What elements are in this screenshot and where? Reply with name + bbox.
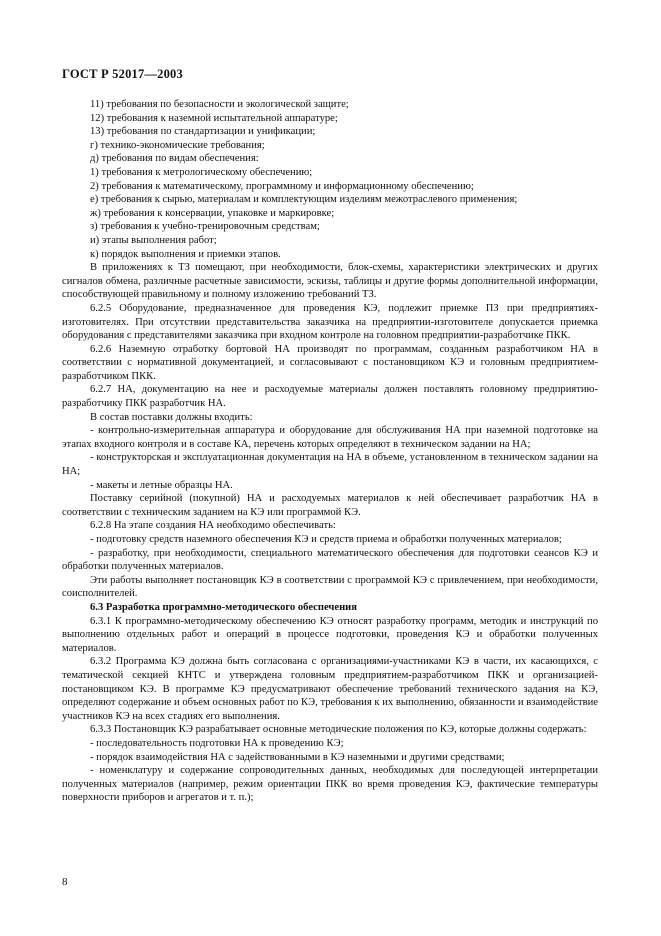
paragraph-6-3-2: 6.3.2 Программа КЭ должна быть согласована с организациями-участниками КЭ в части, их касающихся, с тематической секцией КНТС и утверждена головным предприятием-разработчиком ПКК и организацией-постановщиком КЭ. В программе КЭ предусматривают обеспечение требований технического задания на КЭ, определяют содержание и объем основных работ по КЭ, требования к их выполнению, обязанности и взаимодействие участников КЭ на всех стадиях его выполнения. bbox=[62, 656, 598, 722]
section-title: 6.3 Разработка программно-методического обеспечения bbox=[90, 601, 358, 613]
supply-item: - контрольно-измерительная аппаратура и оборудование для обслуживания НА при наземной подготовке на этапах входного контроля и в составе КА, перечень которых определяют в техническом задании на НА; bbox=[62, 425, 598, 450]
supply-item: - макеты и летные образцы НА. bbox=[90, 479, 233, 491]
paragraph-appendices: В приложениях к ТЗ помещают, при необходимости, блок-схемы, характеристики электрических и других сигналов обмена, различные расчетные зависимости, эскизы, таблицы и другие формы дополнительной информации, способствующей правильному и полному изложению требований ТЗ. bbox=[62, 262, 598, 301]
list-item: г) технико-экономические требования; bbox=[90, 139, 265, 151]
supply-item: - конструкторская и эксплуатационная документация на НА в объеме, установленном в техническом задании на НА; bbox=[62, 452, 598, 478]
document-body bbox=[62, 98, 598, 805]
list-item: 1) требования к метрологическому обеспечению; bbox=[90, 166, 313, 178]
list-item: з) требования к учебно-тренировочным средствам; bbox=[90, 221, 320, 233]
paragraph-6-3-3: 6.3.3 Постановщик КЭ разрабатывает основные методические положения по КЭ, которые должны содержать: bbox=[90, 724, 587, 736]
list-item: ж) требования к консервации, упаковке и маркировке; bbox=[90, 207, 335, 219]
paragraph-6-2-6: 6.2.6 Наземную отработку бортовой НА производят по программам, созданным разработчиком НА в соответствии с нормативной документацией, и согласовывают с постановщиком КЭ и головным предприятием-разработчиком ПКК. bbox=[62, 343, 598, 382]
method-item: - номенклатуру и содержание сопроводительных данных, необходимых для последующей интерпретации полученных материалов (например, режим ориентации ПКК во время проведения КЭ, фактические температуры поверхности приборов и агрегатов и т. п.); bbox=[62, 765, 598, 804]
paragraph-6-2-7: 6.2.7 НА, документацию на нее и расходуемые материалы должен поставлять головному предприятию-разработчику ПКК разработчик НА. bbox=[62, 384, 598, 410]
method-item: - последовательность подготовки НА к проведению КЭ; bbox=[90, 737, 344, 749]
list-item: 13) требования по стандартизации и унификации; bbox=[90, 126, 316, 138]
paragraph-supply-intro: В состав поставки должны входить: bbox=[90, 411, 253, 423]
method-item: - порядок взаимодействия НА с задействованными в КЭ наземными и другими средствами; bbox=[90, 751, 505, 763]
list-item: е) требования к сырью, материалам и комплектующим изделиям межотраслевого применения; bbox=[90, 194, 518, 206]
page-number: 8 bbox=[62, 876, 68, 888]
paragraph-6-3-1: 6.3.1 К программно-методическому обеспечению КЭ относят разработку программ, методик и инструкций по выполнению отдельных работ и операций в процессе подготовки, проведения КЭ и обработки полученных материалов. bbox=[62, 615, 598, 654]
list-item: к) порядок выполнения и приемки этапов. bbox=[90, 248, 281, 260]
stage-item: - разработку, при необходимости, специального математического обеспечения для подготовки сеансов КЭ и обработки полученных материалов. bbox=[62, 547, 598, 573]
list-item: и) этапы выполнения работ; bbox=[90, 234, 217, 246]
list-item: 2) требования к математическому, программному и информационному обеспечению; bbox=[90, 180, 474, 192]
paragraph-serial-supply: Поставку серийной (покупной) НА и расходуемых материалов к ней обеспечивает разработчик НА в соответствии с техническим заданием на КЭ или программой КЭ. bbox=[62, 493, 598, 518]
paragraph-6-2-5: 6.2.5 Оборудование, предназначенное для проведения КЭ, подлежит приемке ПЗ при предприятиях-изготовителях. При отсутствии представительства заказчика на предприятии-изготовителе допускается приемка оборудования с представителями заказчика при входном контроле на головном предприятии-разработчике ПКК. bbox=[62, 302, 598, 342]
stage-item: - подготовку средств наземного обеспечения КЭ и средств приема и обработки полученных материалов; bbox=[90, 534, 562, 545]
list-item: 12) требования к наземной испытательной аппаратуре; bbox=[90, 112, 338, 124]
document-header: ГОСТ Р 52017—2003 bbox=[62, 67, 183, 81]
list-item: 11) требования по безопасности и экологической защите; bbox=[90, 99, 349, 110]
paragraph-6-2-8: 6.2.8 На этапе создания НА необходимо обеспечивать: bbox=[90, 520, 336, 532]
paragraph-works: Эти работы выполняет постановщик КЭ в соответствии с программой КЭ с привлечением, при необходимости, соисполнителей. bbox=[62, 574, 598, 600]
list-item: д) требования по видам обеспечения: bbox=[90, 153, 259, 165]
